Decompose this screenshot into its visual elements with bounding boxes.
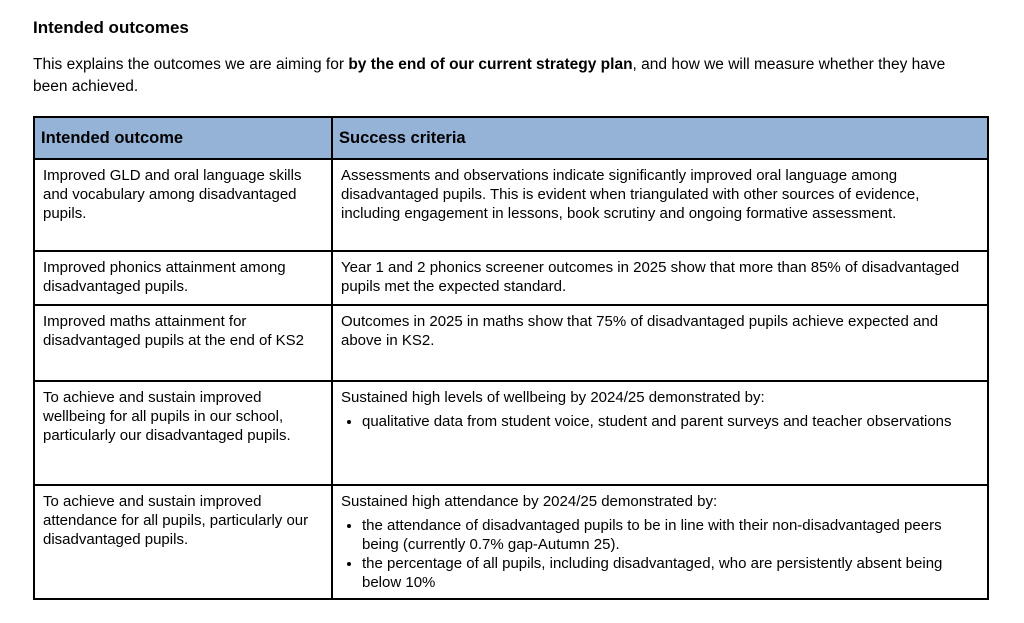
outcomes-table xyxy=(33,116,989,600)
criteria-bullet: • qualitative data from student voice, student and parent surveys and teacher observations xyxy=(362,412,979,431)
criteria-cell xyxy=(332,251,988,305)
intro-text-bold: by the end of our current strategy plan xyxy=(348,56,633,73)
criteria-text: Outcomes in 2025 in maths show that 75% of disadvantaged pupils achieve expected and above in KS2. xyxy=(341,313,939,349)
outcome-cell: To achieve and sustain improved attendance for all pupils, particularly our disadvantaged pupils. xyxy=(34,485,332,599)
table-row xyxy=(34,251,988,305)
table-row xyxy=(34,485,988,599)
intro-text-end: , and how we will measure whether they have been achieved. xyxy=(33,56,946,95)
section-heading: Intended outcomes xyxy=(33,18,189,37)
criteria-text: Assessments and observations indicate significantly improved oral language among disadvantaged pupils. This is evident when triangulated with other sources of evidence, including engagement in lessons, book scrutiny and ongoing formative assessment. xyxy=(341,167,920,222)
table-row xyxy=(34,305,988,381)
criteria-text: Year 1 and 2 phonics screener outcomes in 2025 show that more than 85% of disadvantaged pupils met the expected standard. xyxy=(341,259,960,295)
criteria-cell xyxy=(332,381,988,485)
outcome-cell: Improved GLD and oral language skills and vocabulary among disadvantaged pupils. xyxy=(34,159,332,251)
intro-paragraph xyxy=(33,54,983,98)
table-row xyxy=(34,381,988,485)
criteria-cell xyxy=(332,305,988,381)
criteria-bullet: • the percentage of all pupils, including disadvantaged, who are persistently absent being below 10% xyxy=(362,554,979,592)
criteria-cell xyxy=(332,159,988,251)
outcome-cell: Improved phonics attainment among disadvantaged pupils. xyxy=(34,251,332,305)
header-success-criteria: Success criteria xyxy=(332,117,988,159)
outcome-cell: To achieve and sustain improved wellbeing for all pupils in our school, particularly our disadvantaged pupils. xyxy=(34,381,332,485)
criteria-cell xyxy=(332,485,988,599)
criteria-bullet: • the attendance of disadvantaged pupils to be in line with their non-disadvantaged peers being (currently 0.7% gap-Autumn 25). xyxy=(362,516,979,554)
criteria-text: Sustained high attendance by 2024/25 demonstrated by: xyxy=(341,493,718,510)
table-row xyxy=(34,159,988,251)
criteria-bullet-list xyxy=(341,412,979,431)
intro-text-start: This explains the outcomes we are aiming for xyxy=(33,56,349,73)
table-header-row xyxy=(34,117,988,159)
criteria-bullet-list xyxy=(341,516,979,592)
header-intended-outcome: Intended outcome xyxy=(34,117,332,159)
criteria-text: Sustained high levels of wellbeing by 2024/25 demonstrated by: xyxy=(341,389,765,406)
outcome-cell: Improved maths attainment for disadvantaged pupils at the end of KS2 xyxy=(34,305,332,381)
